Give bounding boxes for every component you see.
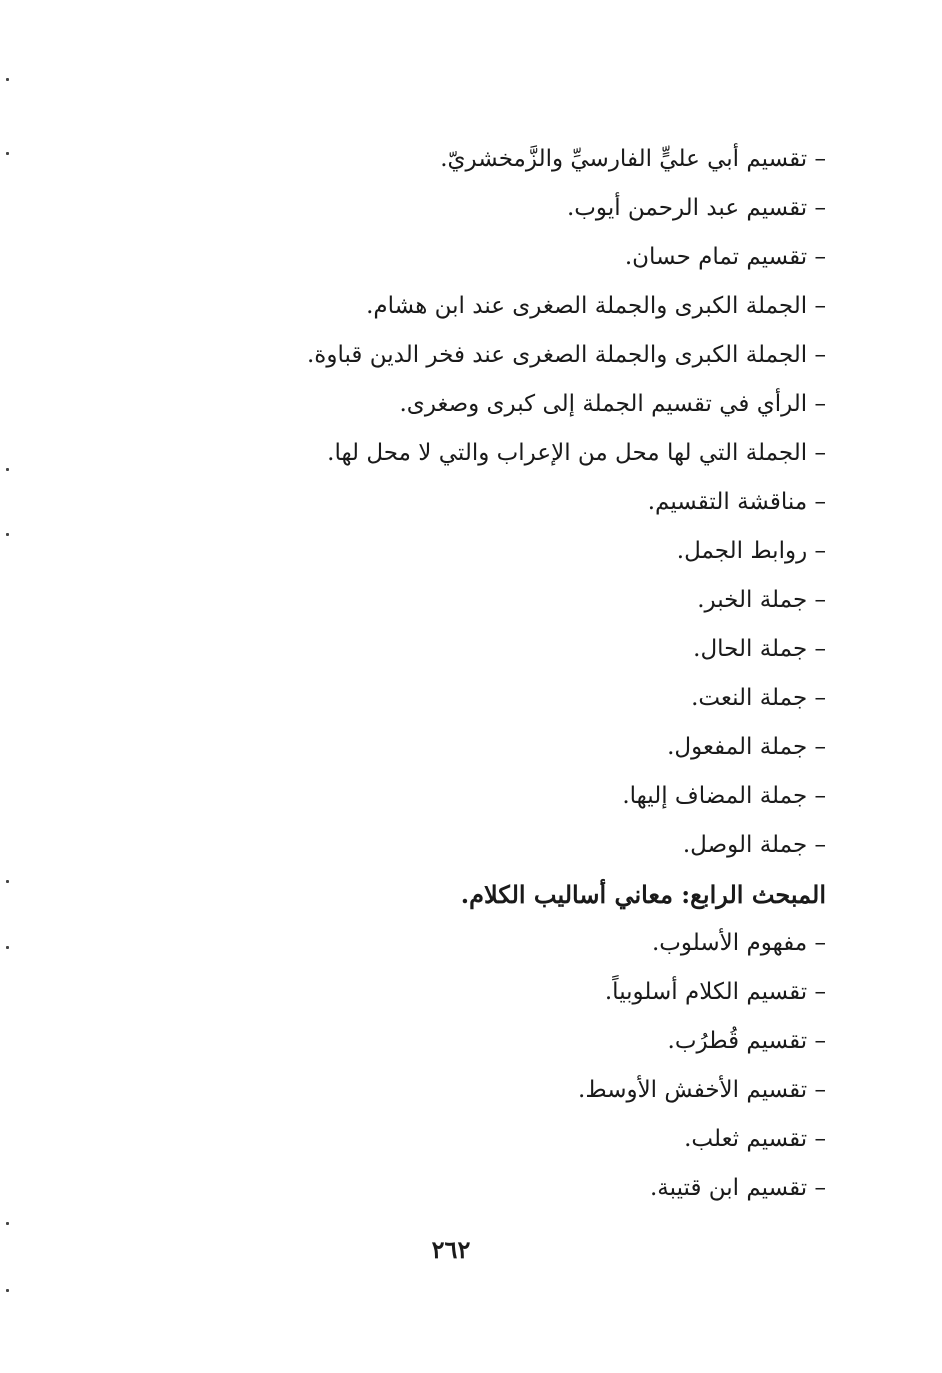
list-item: – مناقشة التقسيم. [647, 489, 826, 515]
section-heading: المبحث الرابع: معاني أساليب الكلام. [460, 880, 826, 909]
list-item: – الرأي في تقسيم الجملة إلى كبرى وصغرى. [399, 391, 826, 417]
list-item: – تقسيم الأخفش الأوسط. [578, 1077, 826, 1103]
list-item: – جملة الوصل. [682, 832, 826, 858]
scan-mark [6, 533, 9, 536]
scan-mark [6, 468, 9, 471]
scan-mark [6, 946, 9, 949]
list-item: – الجملة الكبرى والجملة الصغرى عند ابن هشام. [366, 293, 826, 319]
list-item: – تقسيم قُطرُب. [667, 1028, 826, 1054]
list-item: – الجملة التي لها محل من الإعراب والتي لا محل لها. [327, 440, 826, 466]
list-item: – روابط الجمل. [676, 538, 826, 564]
list-item: – تقسيم ابن قتيبة. [650, 1175, 826, 1201]
list-item: – جملة المضاف إليها. [622, 783, 826, 809]
list-item: – مفهوم الأسلوب. [651, 930, 826, 956]
list-item: – الجملة الكبرى والجملة الصغرى عند فخر الدين قباوة. [307, 342, 826, 368]
scan-mark [6, 78, 9, 81]
contents-list [266, 135, 826, 1213]
list-item: – جملة الحال. [693, 636, 826, 662]
page-number: ٢٦٢ [431, 1235, 471, 1264]
list-item: – جملة النعت. [691, 685, 826, 711]
list-item: – جملة الخبر. [697, 587, 826, 613]
list-item: – تقسيم أبي عليٍّ الفارسيِّ والزَّمخشريّ. [440, 146, 826, 172]
list-item: – تقسيم الكلام أسلوبياً. [604, 979, 826, 1005]
list-item: – جملة المفعول. [667, 734, 826, 760]
scan-mark [6, 1289, 9, 1292]
scan-mark [6, 152, 9, 155]
list-item: – تقسيم ثعلب. [684, 1126, 826, 1152]
list-item: – تقسيم تمام حسان. [624, 244, 826, 270]
list-item: – تقسيم عبد الرحمن أيوب. [566, 195, 826, 221]
scan-mark [6, 880, 9, 883]
scan-mark [6, 1222, 9, 1225]
